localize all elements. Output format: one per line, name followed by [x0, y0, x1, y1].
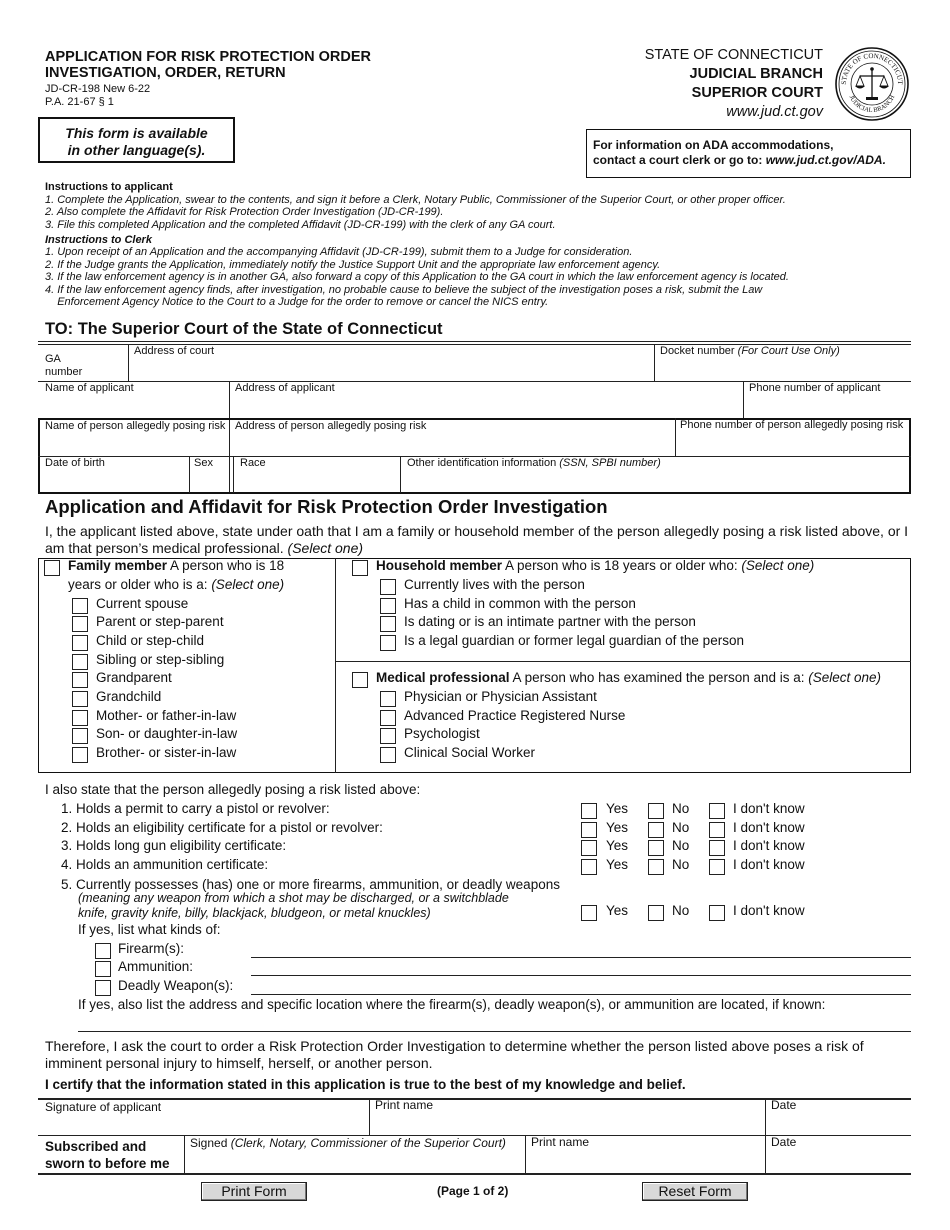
to-court-heading: TO: The Superior Court of the State of Connecticut [45, 320, 443, 338]
race-input[interactable] [234, 470, 399, 491]
child-in-law-label: Son- or daughter-in-law [96, 726, 238, 741]
other-id-input[interactable] [401, 470, 909, 491]
medical-professional-desc: A person who has examined the person and is a: [509, 670, 809, 685]
applicant-instructions-heading: Instructions to applicant [45, 181, 173, 193]
grandparent-label: Grandparent [96, 670, 172, 685]
grandchild-label: Grandchild [96, 689, 162, 704]
date-label: Date [771, 1098, 797, 1112]
q1-no-checkbox[interactable] [648, 803, 664, 819]
q3-no-checkbox[interactable] [648, 840, 664, 856]
other-id-label: Other identification information [407, 457, 560, 469]
child-in-common-label: Has a child in common with the person [404, 596, 636, 611]
q2-dont-know-checkbox[interactable] [709, 822, 725, 838]
q2-dont-know-label: I don't know [733, 820, 805, 835]
name-of-applicant-input[interactable] [39, 395, 228, 417]
court-header [645, 46, 823, 122]
statement-1: 1. Holds a permit to carry a pistol or revolver: [61, 801, 330, 816]
sibling-in-law-label: Brother- or sister-in-law [96, 745, 237, 760]
parent-label: Parent or step-parent [96, 614, 224, 629]
current-spouse-checkbox[interactable] [72, 598, 88, 614]
social-worker-label: Clinical Social Worker [404, 745, 536, 760]
therefore-statement [45, 1038, 864, 1072]
therefore-line1: Therefore, I ask the court to order a Risk Protection Order Investigation to determine whether the person listed above poses a risk of [45, 1038, 864, 1054]
q4-dont-know-checkbox[interactable] [709, 859, 725, 875]
address-of-applicant-input[interactable] [230, 395, 742, 417]
physician-checkbox[interactable] [380, 691, 396, 707]
phone-of-person-label: Phone number of person allegedly posing risk [680, 419, 904, 431]
applicant-instruction-2: 2. Also complete the Affidavit for Risk Protection Order Investigation (JD-CR-199). [45, 206, 444, 218]
child-in-law-checkbox[interactable] [72, 728, 88, 744]
q2-yes-label: Yes [606, 820, 629, 835]
officer-date-input[interactable] [766, 1151, 911, 1171]
parent-checkbox[interactable] [72, 616, 88, 632]
signed-label: Signed [190, 1136, 231, 1150]
list-kinds-label: If yes, list what kinds of: [78, 922, 221, 937]
deadly-weapons-input[interactable] [251, 977, 911, 993]
applicant-instruction-3: 3. File this completed Application and the completed Affidavit (JD-CR-199) with the clerk of any GA court. [45, 219, 556, 231]
q4-dont-know-label: I don't know [733, 857, 805, 872]
q1-dont-know-label: I don't know [733, 801, 805, 816]
parent-in-law-checkbox[interactable] [72, 710, 88, 726]
address-of-applicant-label: Address of applicant [235, 382, 335, 394]
legal-guardian-label: Is a legal guardian or former legal guardian of the person [404, 633, 744, 648]
q2-no-checkbox[interactable] [648, 822, 664, 838]
phone-of-applicant-label: Phone number of applicant [749, 382, 881, 394]
q3-dont-know-checkbox[interactable] [709, 840, 725, 856]
form-statute: P.A. 21-67 § 1 [45, 96, 114, 108]
current-spouse-label: Current spouse [96, 596, 189, 611]
q3-yes-checkbox[interactable] [581, 840, 597, 856]
subscribed-line2: sworn to before me [45, 1156, 170, 1171]
affidavit-heading: Application and Affidavit for Risk Protection Order Investigation [45, 496, 608, 517]
family-member-checkbox[interactable] [44, 560, 60, 576]
applicant-instruction-1: 1. Complete the Application, swear to the contents, and sign it before a Clerk, Notary Public, Commissioner of the Superior Court, or other proper officer. [45, 194, 786, 206]
signature-of-applicant-input[interactable] [38, 1114, 368, 1134]
social-worker-checkbox[interactable] [380, 747, 396, 763]
website-link[interactable]: www.jud.ct.gov [726, 104, 823, 120]
firearms-input[interactable] [251, 940, 911, 956]
statement-3: 3. Holds long gun eligibility certificate: [61, 838, 287, 853]
address-of-court-label: Address of court [134, 345, 215, 357]
sibling-in-law-checkbox[interactable] [72, 747, 88, 763]
medical-professional-checkbox[interactable] [352, 672, 368, 688]
statement-4: 4. Holds an ammunition certificate: [61, 857, 269, 872]
child-in-common-checkbox[interactable] [380, 598, 396, 614]
docket-number-note: (For Court Use Only) [737, 345, 840, 357]
firearms-label: Firearm(s): [118, 941, 184, 956]
family-member-desc1: A person who is 18 [167, 558, 285, 573]
q5-yes-checkbox[interactable] [581, 905, 597, 921]
family-select-one: (Select one) [211, 577, 285, 592]
affidavit-intro-line1: I, the applicant listed above, state under oath that I am a family or household member of the person allegedly posing a risk listed above, or I [45, 523, 909, 539]
dating-label: Is dating or is an intimate partner with the person [404, 614, 696, 629]
ga-number-label: GA number [45, 353, 83, 378]
language-box-line1: This form is available [65, 125, 208, 141]
date-of-birth-label: Date of birth [45, 457, 105, 469]
medical-select-one: (Select one) [808, 670, 882, 685]
dating-checkbox[interactable] [380, 616, 396, 632]
statement-5-note1: (meaning any weapon from which a shot may be discharged, or a switchblade [78, 891, 509, 905]
language-box-line2: in other language(s). [67, 142, 206, 158]
date2-label: Date [771, 1135, 797, 1149]
firearms-checkbox[interactable] [95, 943, 111, 959]
q3-yes-label: Yes [606, 838, 629, 853]
family-member-desc2: years or older who is a: [68, 577, 212, 592]
q1-yes-checkbox[interactable] [581, 803, 597, 819]
form-title-line2: INVESTIGATION, ORDER, RETURN [45, 65, 286, 81]
q2-no-label: No [672, 820, 690, 835]
q5-no-checkbox[interactable] [648, 905, 664, 921]
clerk-instructions-heading: Instructions to Clerk [45, 234, 152, 246]
print-form-button[interactable]: Print Form [201, 1182, 307, 1201]
seal-bottom-text: JUDICIAL BRANCH [847, 94, 897, 115]
subscribed-label [45, 1138, 170, 1172]
q2-yes-checkbox[interactable] [581, 822, 597, 838]
aprn-checkbox[interactable] [380, 710, 396, 726]
family-member-title: Family member [68, 558, 168, 573]
phone-of-person-input[interactable] [677, 433, 909, 455]
q1-no-label: No [672, 801, 690, 816]
q4-yes-checkbox[interactable] [581, 859, 597, 875]
certification-statement: I certify that the information stated in this application is true to the best of my knowledge and belief. [45, 1077, 686, 1092]
statement-5-note2: knife, gravity knife, billy, blackjack, bludgeon, or metal knuckles) [78, 906, 431, 920]
officer-print-name-input[interactable] [526, 1151, 764, 1171]
ada-link[interactable]: www.jud.ct.gov/ADA. [765, 153, 886, 167]
address-of-person-label: Address of person allegedly posing risk [235, 420, 427, 432]
q4-no-label: No [672, 857, 690, 872]
affidavit-intro-line2: am that person’s medical professional. [45, 540, 288, 556]
race-label: Race [240, 457, 266, 469]
statement-2: 2. Holds an eligibility certificate for a pistol or revolver: [61, 820, 383, 835]
q3-no-label: No [672, 838, 690, 853]
deadly-weapons-checkbox[interactable] [95, 980, 111, 996]
psychologist-checkbox[interactable] [380, 728, 396, 744]
psychologist-label: Psychologist [404, 726, 480, 741]
location-label: If yes, also list the address and specific location where the firearm(s), deadly weapon(s), or ammunition are located, if known: [78, 997, 826, 1012]
form-title [45, 49, 371, 81]
therefore-line2: imminent personal injury to himself, herself, or another person. [45, 1055, 433, 1071]
subscribed-line1: Subscribed and [45, 1139, 147, 1154]
signed-note: (Clerk, Notary, Commissioner of the Superior Court) [230, 1136, 506, 1150]
name-of-applicant-label: Name of applicant [45, 382, 134, 394]
household-member-title: Household member [376, 558, 503, 573]
q4-no-checkbox[interactable] [648, 859, 664, 875]
form-number: JD-CR-198 New 6-22 [45, 83, 151, 95]
form-title-line1: APPLICATION FOR RISK PROTECTION ORDER [45, 49, 371, 65]
clerk-instruction-1: 1. Upon receipt of an Application and the accompanying Affidavit (JD-CR-199), submit them to a Judge for consideration. [45, 246, 633, 258]
q5-dont-know-checkbox[interactable] [709, 905, 725, 921]
docket-number-label: Docket number [660, 345, 738, 357]
affidavit-intro-note: (Select one) [287, 540, 364, 556]
judicial-seal-icon [834, 46, 910, 122]
household-member-checkbox[interactable] [352, 560, 368, 576]
ammunition-input[interactable] [251, 958, 911, 974]
grandparent-checkbox[interactable] [72, 672, 88, 688]
docket-number-input[interactable] [655, 358, 910, 380]
reset-form-button[interactable]: Reset Form [642, 1182, 748, 1201]
clerk-instruction-3: 3. If the law enforcement agency is in another GA, also forward a copy of this Application to the GA court in which the law enforcement agency is located. [45, 271, 789, 283]
date-input[interactable] [766, 1114, 911, 1134]
child-label: Child or step-child [96, 633, 205, 648]
clerk-instruction-2: 2. If the Judge grants the Application, immediately notify the Justice Support Unit and the appropriate law enforcement agency. [45, 259, 661, 271]
form-meta [45, 83, 150, 109]
clerk-instruction-4b: Enforcement Agency Notice to the Court to a Judge for the order to remove or cancel the NICS entry. [45, 296, 549, 308]
sibling-label: Sibling or step-sibling [96, 652, 225, 667]
physician-label: Physician or Physician Assistant [404, 689, 597, 704]
grandchild-checkbox[interactable] [72, 691, 88, 707]
q5-dont-know-label: I don't know [733, 903, 805, 918]
name-of-person-input[interactable] [41, 433, 228, 455]
other-id-note: (SSN, SPBI number) [559, 457, 661, 469]
print-name-label: Print name [375, 1098, 434, 1112]
sex-label: Sex [194, 457, 213, 469]
ada-line2-prefix: contact a court clerk or go to: [593, 153, 766, 167]
date-of-birth-input[interactable] [41, 470, 188, 491]
lives-with-label: Currently lives with the person [404, 577, 585, 592]
court-name: SUPERIOR COURT [691, 85, 823, 101]
statement-5: 5. Currently possesses (has) one or more firearms, ammunition, or deadly weapons [61, 877, 560, 892]
officer-signature-input[interactable] [185, 1151, 524, 1171]
q3-dont-know-label: I don't know [733, 838, 805, 853]
ammunition-checkbox[interactable] [95, 961, 111, 977]
state-name: STATE OF CONNECTICUT [644, 47, 823, 63]
q4-yes-label: Yes [606, 857, 629, 872]
household-select-one: (Select one) [741, 558, 815, 573]
address-of-person-input[interactable] [231, 433, 674, 455]
sibling-checkbox[interactable] [72, 654, 88, 670]
page-indicator: (Page 1 of 2) [437, 1184, 509, 1198]
deadly-weapons-label: Deadly Weapon(s): [118, 978, 234, 993]
seal-top-text: STATE OF CONNECTICUT [839, 51, 905, 85]
name-of-person-label: Name of person allegedly posing risk [45, 420, 226, 432]
address-of-court-input[interactable] [128, 358, 654, 380]
lives-with-checkbox[interactable] [380, 579, 396, 595]
phone-of-applicant-input[interactable] [744, 395, 910, 417]
q5-no-label: No [672, 903, 690, 918]
q5-yes-label: Yes [606, 903, 629, 918]
sex-input[interactable] [190, 470, 232, 491]
affidavit-intro [45, 523, 908, 557]
medical-professional-title: Medical professional [376, 670, 510, 685]
q1-yes-label: Yes [606, 801, 629, 816]
branch-name: JUDICIAL BRANCH [689, 66, 823, 82]
parent-in-law-label: Mother- or father-in-law [96, 708, 237, 723]
aprn-label: Advanced Practice Registered Nurse [404, 708, 626, 723]
ga-number-input[interactable] [38, 358, 128, 380]
ada-line1: For information on ADA accommodations, [593, 138, 834, 152]
print-name2-label: Print name [531, 1135, 590, 1149]
location-input[interactable] [78, 1014, 911, 1030]
signature-of-applicant-label: Signature of applicant [45, 1100, 162, 1114]
ada-info-box [586, 129, 911, 178]
q1-dont-know-checkbox[interactable] [709, 803, 725, 819]
language-availability-box [38, 117, 235, 163]
legal-guardian-checkbox[interactable] [380, 635, 396, 651]
clerk-instruction-4: 4. If the law enforcement agency finds, after investigation, no probable cause to believe the subject of the investigation poses a risk, submit the Law [45, 284, 763, 296]
ammunition-label: Ammunition: [118, 959, 194, 974]
child-checkbox[interactable] [72, 635, 88, 651]
print-name-input[interactable] [370, 1114, 764, 1134]
statements-intro: I also state that the person allegedly posing a risk listed above: [45, 782, 421, 797]
household-member-desc: A person who is 18 years or older who: [502, 558, 742, 573]
